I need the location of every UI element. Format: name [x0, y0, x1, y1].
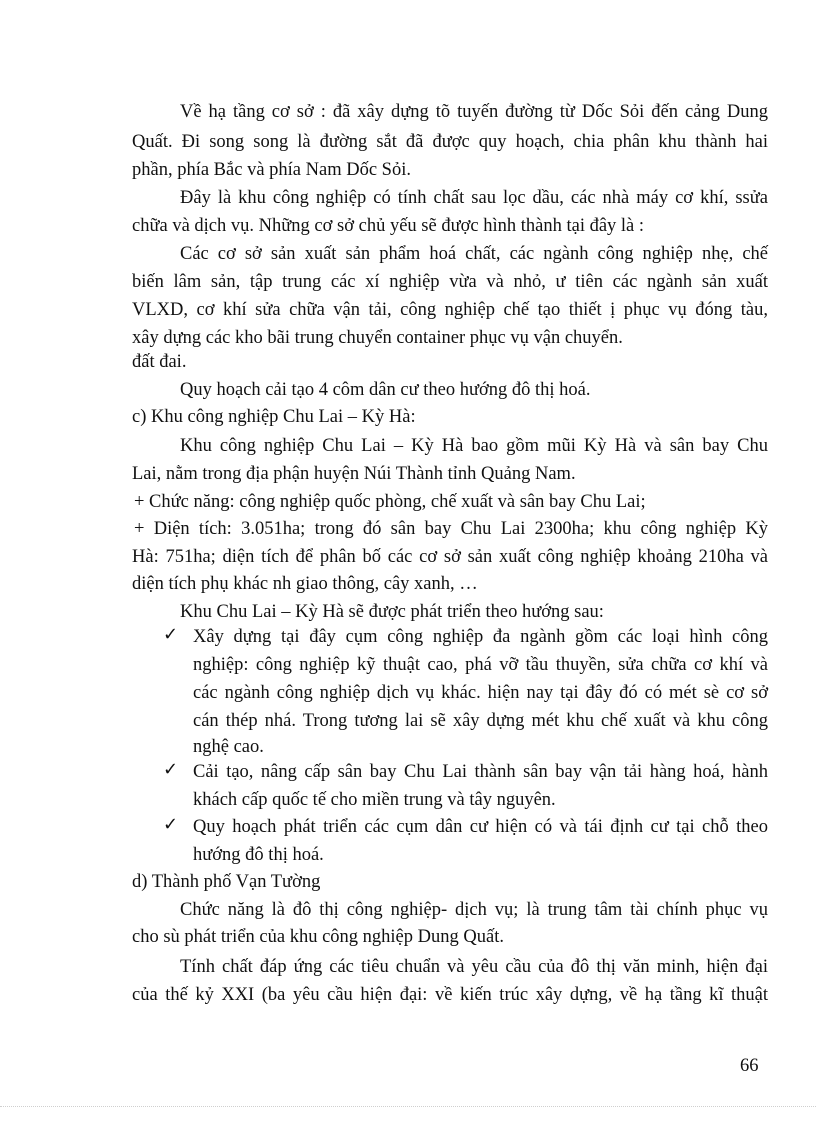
checkmark-icon: ✓ [163, 624, 179, 645]
text-line: Quy hoạch cải tạo 4 côm dân cư theo hướng đô thị hoá. [180, 380, 591, 400]
text-line: Khu công nghiệp Chu Lai – Kỳ Hà bao gồm mũi Kỳ Hà và sân bay Chu [180, 436, 768, 456]
section-heading: d) Thành phố Vạn Tường [132, 872, 321, 892]
checkmark-icon: ✓ [163, 814, 179, 835]
text-line: Đây là khu công nghiệp có tính chất sau lọc dầu, các nhà máy cơ khí, ssửa [180, 188, 768, 208]
bullet-text-line: khách cấp quốc tế cho miền trung và tây nguyên. [193, 790, 556, 810]
text-line: xây dựng các kho bãi trung chuyển container phục vụ vận chuyển. [132, 328, 623, 348]
text-line: Các cơ sở sản xuất sản phẩm hoá chất, các ngành công nghiệp nhẹ, chế [180, 244, 768, 264]
text-line: phần, phía Bắc và phía Nam Dốc Sỏi. [132, 160, 411, 180]
text-line: Lai, nằm trong địa phận huyện Núi Thành tỉnh Quảng Nam. [132, 464, 576, 484]
text-line: Về hạ tầng cơ sở : đã xây dựng tõ tuyến đường từ Dốc Sỏi đến cảng Dung [180, 102, 768, 122]
text-line: Chức năng là đô thị công nghiệp- dịch vụ; là trung tâm tài chính phục vụ [180, 900, 768, 920]
text-line: chữa và dịch vụ. Những cơ sở chủ yếu sẽ được hình thành tại đây là : [132, 216, 645, 236]
text-line: cho sù phát triển của khu công nghiệp Dung Quất. [132, 927, 504, 947]
bullet-text-line: Xây dựng tại đây cụm công nghiệp đa ngành gồm các loại hình công [193, 627, 768, 647]
text-line: + Chức năng: công nghiệp quốc phòng, chế xuất và sân bay Chu Lai; [134, 492, 646, 512]
text-line: của thế kỷ XXI (ba yêu cầu hiện đại: về kiến trúc xây dựng, về hạ tầng kĩ thuật [132, 985, 768, 1005]
text-line: biến lâm sản, tập trung các xí nghiệp vừa và nhỏ, ư tiên các ngành sản xuất [132, 272, 768, 292]
section-heading: c) Khu công nghiệp Chu Lai – Kỳ Hà: [132, 407, 416, 427]
text-line: + Diện tích: 3.051ha; trong đó sân bay Chu Lai 2300ha; khu công nghiệp Kỳ [134, 519, 768, 539]
text-line: Khu Chu Lai – Kỳ Hà sẽ được phát triển theo hướng sau: [180, 602, 604, 622]
text-line: Tính chất đáp ứng các tiêu chuẩn và yêu cầu của đô thị văn minh, hiện đại [180, 957, 768, 977]
page-number: 66 [740, 1056, 759, 1076]
footer-divider [0, 1106, 816, 1107]
text-line: diện tích phụ khác nh giao thông, cây xanh, … [132, 574, 478, 594]
bullet-text-line: Quy hoạch phát triển các cụm dân cư hiện có và tái định cư tại chỗ theo [193, 817, 768, 837]
text-line: Quất. Đi song song là đường sắt đã được quy hoạch, chia phân khu thành hai [132, 132, 768, 152]
bullet-text-line: nghiệp: công nghiệp kỹ thuật cao, phá vỡ tầu thuyền, sửa chữa cơ khí và [193, 655, 768, 675]
bullet-text-line: hướng đô thị hoá. [193, 845, 324, 865]
text-line: đất đai. [132, 352, 187, 372]
checkmark-icon: ✓ [163, 759, 179, 780]
bullet-text-line: Cải tạo, nâng cấp sân bay Chu Lai thành sân bay vận tải hàng hoá, hành [193, 762, 768, 782]
bullet-text-line: nghệ cao. [193, 737, 264, 757]
text-line: VLXD, cơ khí sửa chữa vận tải, công nghiệp chế tạo thiết ị phục vụ đóng tàu, [132, 300, 768, 320]
text-line: Hà: 751ha; diện tích để phân bố các cơ sở sản xuất công nghiệp khoảng 210ha và [132, 547, 768, 567]
bullet-text-line: cán thép nhá. Trong tương lai sẽ xây dựng mét khu chế xuất và khu công [193, 711, 768, 731]
bullet-text-line: các ngành công nghiệp dịch vụ khác. hiện nay tại đây đó có mét sè cơ sở [193, 683, 768, 703]
